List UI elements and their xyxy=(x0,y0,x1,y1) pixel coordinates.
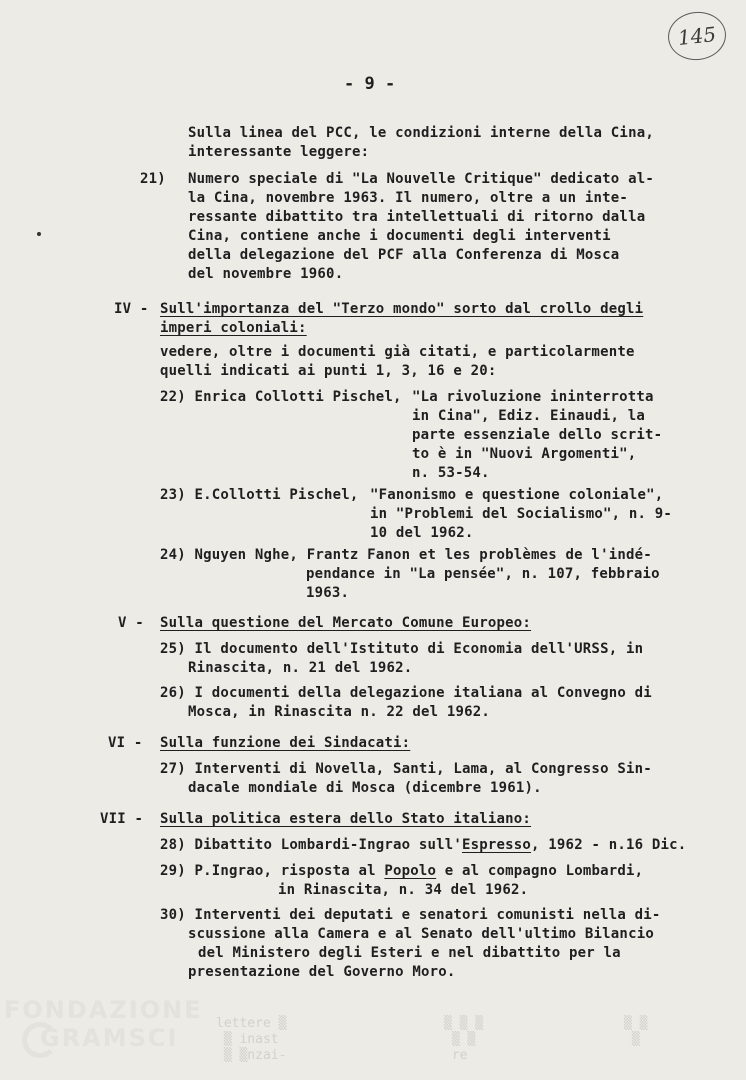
item-22-line: to è in "Nuovi Argomenti", xyxy=(412,446,637,462)
show-through-text: lettere ▒ ▒ inast ▒ ▒nzai- xyxy=(216,1016,287,1063)
item-24-line: pendance in "La pensée", n. 107, febbraio xyxy=(306,566,660,582)
watermark-text: FONDAZIONE xyxy=(4,996,203,1024)
item-29-line: 29) P.Ingrao, risposta al Popolo e al compagno Lombardi, xyxy=(160,863,644,879)
section-heading: imperi coloniali: xyxy=(160,320,307,336)
margin-dot xyxy=(37,232,41,236)
item-30-line: del Ministero degli Esteri e nel dibattito per la xyxy=(198,945,621,961)
section-intro-line: vedere, oltre i documenti già citati, e particolarmente xyxy=(160,344,635,360)
item-30-line: 30) Interventi dei deputati e senatori comunisti nella di- xyxy=(160,907,661,923)
item-21-line: della delegazione del PCF alla Conferenza di Mosca xyxy=(188,247,620,263)
section-numeral: IV - xyxy=(114,301,149,317)
section-numeral: VI - xyxy=(108,735,143,751)
item-22-line: "La rivoluzione ininterrotta xyxy=(412,389,654,405)
section-heading: Sulla questione del Mercato Comune Europeo: xyxy=(160,615,532,631)
item-22-line: n. 53-54. xyxy=(412,465,490,481)
item-27-line: dacale mondiale di Mosca (dicembre 1961). xyxy=(188,780,542,796)
section-heading: Sulla funzione dei Sindacati: xyxy=(160,735,411,751)
item-23-line: "Fanonismo e questione coloniale", xyxy=(370,487,664,503)
item-23-line: 10 del 1962. xyxy=(370,525,474,541)
item-25-line: Rinascita, n. 21 del 1962. xyxy=(188,660,413,676)
page-number: - 9 - xyxy=(344,74,396,94)
item-22-lead: 22) Enrica Collotti Pischel, xyxy=(160,389,402,405)
item-24-line: 24) Nguyen Nghe, Frantz Fanon et les problèmes de l'indé- xyxy=(160,547,652,563)
item-27-line: 27) Interventi di Novella, Santi, Lama, al Congresso Sin- xyxy=(160,761,652,777)
item-21-line: del novembre 1960. xyxy=(188,266,344,282)
item-26-line: Mosca, in Rinascita n. 22 del 1962. xyxy=(188,704,491,720)
intro-line: interessante leggere: xyxy=(188,144,370,160)
item-21-line: Numero speciale di "La Nouvelle Critique" dedicato al- xyxy=(188,171,654,187)
section-intro-line: quelli indicati ai punti 1, 3, 16 e 20: xyxy=(160,363,497,379)
watermark-text: GRAMSCI xyxy=(40,1024,179,1052)
item-23-line: in "Problemi del Socialismo", n. 9- xyxy=(370,506,673,522)
item-23-lead: 23) E.Collotti Pischel, xyxy=(160,487,359,503)
underlined-title: Popolo xyxy=(384,863,437,879)
item-25-line: 25) Il documento dell'Istituto di Economia dell'URSS, in xyxy=(160,641,644,657)
item-22-line: parte essenziale dello scrit- xyxy=(412,427,663,443)
show-through-text: ▒ ▒ ▒ xyxy=(624,1016,648,1047)
item-30-line: presentazione del Governo Moro. xyxy=(188,964,456,980)
item-29-line: in Rinascita, n. 34 del 1962. xyxy=(278,882,529,898)
item-number: 21) xyxy=(140,171,166,187)
item-22-line: in Cina", Ediz. Einaudi, la xyxy=(412,408,645,424)
underlined-title: Espresso xyxy=(462,837,532,853)
item-28-line: 28) Dibattito Lombardi-Ingrao sull'Espresso, 1962 - n.16 Dic. xyxy=(160,837,687,853)
item-26-line: 26) I documenti della delegazione italiana al Convegno di xyxy=(160,685,652,701)
show-through-text: ▒ ▒ ▒ ▒ ▒ re xyxy=(444,1016,484,1063)
section-heading: Sull'importanza del "Terzo mondo" sorto dal crollo degli xyxy=(160,301,644,317)
item-30-line: scussione alla Camera e al Senato dell'ultimo Bilancio xyxy=(188,926,654,942)
archive-number-stamp: 145 xyxy=(666,9,729,63)
intro-line: Sulla linea del PCC, le condizioni interne della Cina, xyxy=(188,125,654,141)
item-21-line: ressante dibattito tra intellettuali di ritorno dalla xyxy=(188,209,646,225)
item-24-line: 1963. xyxy=(306,585,350,601)
section-numeral: VII - xyxy=(100,811,144,827)
item-21-line: la Cina, novembre 1963. Il numero, oltre a un inte- xyxy=(188,190,629,206)
section-heading: Sulla politica estera dello Stato italiano: xyxy=(160,811,532,827)
item-21-line: Cina, contiene anche i documenti degli interventi xyxy=(188,228,611,244)
section-numeral: V - xyxy=(118,615,144,631)
